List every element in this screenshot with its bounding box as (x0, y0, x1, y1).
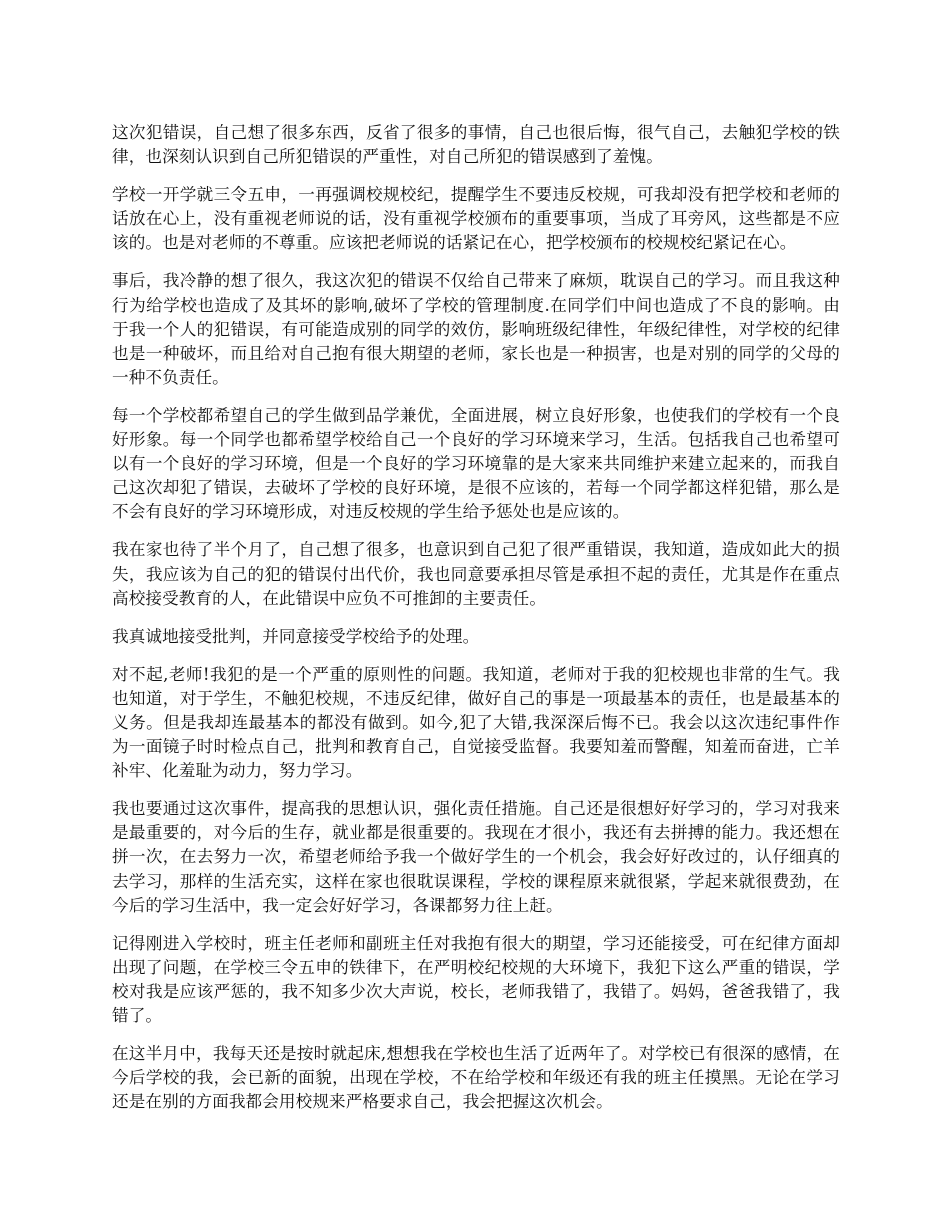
paragraph: 我也要通过这次事件，提高我的思想认识，强化责任措施。自己还是很想好好学习的，学习对我来是最重要的，对今后的生存，就业都是很重要的。我现在才很小，我还有去拼搏的能力。我还想在拼一次，在去努力一次，希望老师给予我一个做好学生的一个机会，我会好好改过的，认仔细真的去学习，那样的生活充实，这样在家也很耽误课程，学校的课程原来就很紧，学起来就很费劲，在今后的学习生活中，我一定会好好学习，各课都努力往上赶。 (112, 799, 840, 915)
paragraph: 记得刚进入学校时，班主任老师和副班主任对我抱有很大的期望，学习还能接受，可在纪律方面却出现了问题，在学校三令五申的铁律下，在严明校纪校规的大环境下，我犯下这么严重的错误，学校对我是应该严惩的，我不知多少次大声说，校长，老师我错了，我错了。妈妈，爸爸我错了，我错了。 (112, 933, 840, 1025)
paragraph: 我真诚地接受批判，并同意接受学校给予的处理。 (112, 626, 480, 646)
document-body (112, 121, 840, 1114)
paragraph: 学校一开学就三令五申，一再强调校规校纪，提醒学生不要违反校规，可我却没有把学校和老师的话放在心上，没有重视老师说的话，没有重视学校颁布的重要事项，当成了耳旁风，这些都是不应该的。也是对老师的不尊重。应该把老师说的话紧记在心，把学校颁布的校规校纪紧记在心。 (112, 185, 840, 253)
paragraph: 这次犯错误，自己想了很多东西，反省了很多的事情，自己也很后悔，很气自己，去触犯学校的铁律，也深刻认识到自己所犯错误的严重性，对自己所犯的错误感到了羞愧。 (112, 123, 840, 167)
paragraph: 我在家也待了半个月了，自己想了很多，也意识到自己犯了很严重错误，我知道，造成如此大的损失，我应该为自己的犯的错误付出代价，我也同意要承担尽管是承担不起的责任，尤其是作在重点高校接受教育的人，在此错误中应负不可推卸的主要责任。 (112, 540, 840, 608)
paragraph: 每一个学校都希望自己的学生做到品学兼优，全面进展，树立良好形象，也使我们的学校有一个良好形象。每一个同学也都希望学校给自己一个良好的学习环境来学习，生活。包括我自己也希望可以有一个良好的学习环境，但是一个良好的学习环境靠的是大家来共同维护来建立起来的，而我自己这次却犯了错误，去破坏了学校的良好环境，是很不应该的，若每一个同学都这样犯错，那么是不会有良好的学习环境形成，对违反校规的学生给予惩处也是应该的。 (112, 405, 840, 522)
paragraph: 事后，我冷静的想了很久，我这次犯的错误不仅给自己带来了麻烦，耽误自己的学习。而且我这种行为给学校也造成了及其坏的影响,破坏了学校的管理制度.在同学们中间也造成了不良的影响。由于我一个人的犯错误，有可能造成别的同学的效仿，影响班级纪律性，年级纪律性，对学校的纪律也是一种破坏，而且给对自己抱有很大期望的老师，家长也是一种损害，也是对别的同学的父母的一种不负责任。 (112, 271, 840, 387)
paragraph: 在这半月中，我每天还是按时就起床,想想我在学校也生活了近两年了。对学校已有很深的感情，在今后学校的我，会已新的面貌，出现在学校，不在给学校和年级还有我的班主任摸黑。无论在学习还是在别的方面我都会用校规来严格要求自己，我会把握这次机会。 (112, 1044, 840, 1112)
paragraph: 对不起,老师!我犯的是一个严重的原则性的问题。我知道，老师对于我的犯校规也非常的生气。我也知道，对于学生，不触犯校规，不违反纪律，做好自己的事是一项最基本的责任，也是最基本的义务。但是我却连最基本的都没有做到。如今,犯了大错,我深深后悔不已。我会以这次违纪事件作为一面镜子时时检点自己，批判和教育自己，自觉接受监督。我要知羞而警醒，知羞而奋进，亡羊补牢、化羞耻为动力，努力学习。 (112, 664, 840, 781)
